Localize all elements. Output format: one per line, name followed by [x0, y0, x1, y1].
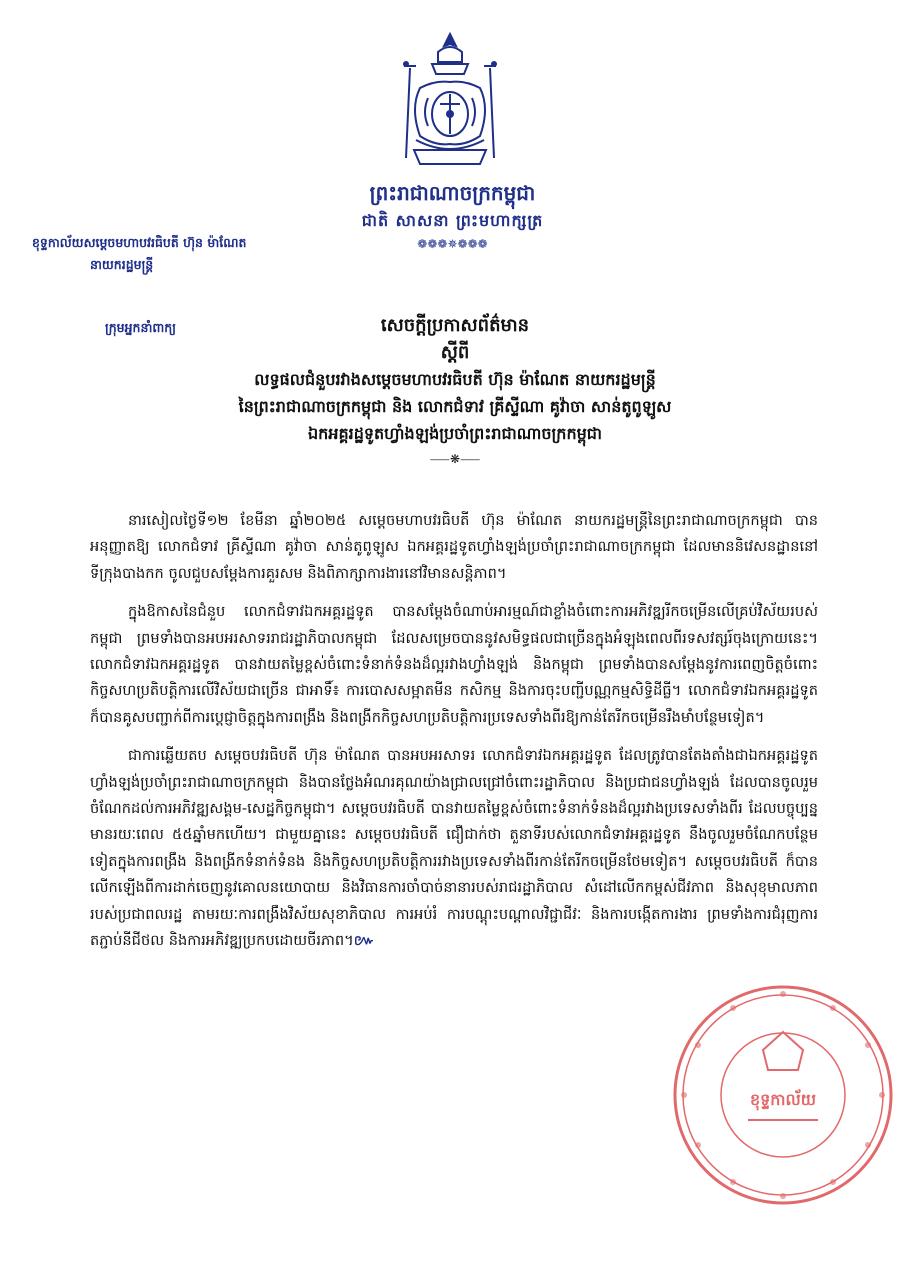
press-release-body	[90, 508, 818, 967]
seal-text: ខុទ្ទកាល័យ	[749, 1090, 817, 1109]
title-regarding: ស្តីពី	[440, 342, 470, 363]
press-release-title	[110, 312, 800, 467]
kingdom-header	[330, 178, 575, 252]
office-header	[32, 232, 362, 276]
title-subject-line-3: ឯកអគ្គរដ្ឋទូតហ្វាំងឡង់ប្រចាំព្រះរាជាណាចក្រកម្ពុជា	[308, 424, 602, 443]
kingdom-name: ព្រះរាជាណាចក្រកម្ពុជា	[369, 181, 536, 205]
office-title: នាយករដ្ឋមន្ត្រី	[90, 257, 154, 272]
body-paragraph-3-text: ជាការឆ្លើយតប សម្តេចបវរធិបតី ហ៊ុន ម៉ាណែត បានអបអរសាទរ លោកជំទាវឯកអគ្គរដ្ឋទូត ដែលត្រូវបានតែងតាំងជាឯកអគ្គរដ្ឋទូតហ្វាំងឡង់ប្រចាំព្រះរាជាណាចក្រកម្ពុជា និងបានថ្លែងអំណរគុណយ៉ាងជ្រាលជ្រៅចំពោះរដ្ឋាភិបាល និងប្រជាជនហ្វាំងឡង់ ដែលបានចូលរួមចំណែកដល់ការអភិវឌ្ឍសង្គម-សេដ្ឋកិច្ចកម្ពុជា។ សម្តេចបវរធិបតី បានវាយតម្លៃខ្ពស់ចំពោះទំនាក់ទំនងដ៏ល្អរវាងប្រទេសទាំងពីរ ដែលបច្ចុប្បន្នមានរយៈពេល ៥៥ឆ្នាំមកហើយ។ ជាមួយគ្នានេះ សម្តេចបវរធិបតី ជឿជាក់ថា តួនាទីរបស់លោកជំទាវអគ្គរដ្ឋទូត នឹងចូលរួមចំណែកបន្ថែមទៀតក្នុងការពង្រឹង និងពង្រីកទំនាក់ទំនង និងកិច្ចសហប្រតិបត្តិការរវាងប្រទេសទាំងពីរកាន់តែរីកចម្រើនថែមទៀត។ សម្តេចបវរធិបតី ក៏បានលើកឡើងពីការដាក់ចេញនូវគោលនយោបាយ និងវិធានការចាំបាច់នានារបស់រាជរដ្ឋាភិបាល សំដៅលើកកម្ពស់ជីវភាព និងសុខុមាលភាពរបស់ប្រជាពលរដ្ឋ តាមរយៈការពង្រឹងវិស័យសុខាភិបាល ការអប់រំ ការបណ្តុះបណ្តាលវិជ្ជាជីវៈ និងការបង្កើតការងារ ព្រមទាំងការជំរុញការតភ្ជាប់នីជីថល និងការអភិវឌ្ឍប្រកបដោយចីរភាព។	[90, 747, 818, 950]
end-mark: ៚	[353, 932, 375, 950]
spokes-unit: ក្រុមអ្នកនាំពាក្យ	[105, 320, 176, 335]
header-ornament: ❁❁❁✵❁❁❁	[417, 237, 488, 251]
title-subject-line-1: លទ្ធផលជំនួបរវាងសម្តេចមហាបវរធិបតី ហ៊ុន ម៉ាណែត នាយករដ្ឋមន្ត្រី	[254, 370, 656, 389]
body-paragraph-1: នារសៀលថ្ងៃទី១២ ខែមីនា ឆ្នាំ២០២៥ សម្តេចមហាបវរធិបតី ហ៊ុន ម៉ាណែត នាយករដ្ឋមន្ត្រីនៃព្រះរាជាណាចក្រកម្ពុជា បានអនុញ្ញាតឱ្យ លោកជំទាវ គ្រីស្ទីណា គូវ៉ាចា សាន់តូពូឡូស ឯកអគ្គរដ្ឋទូតហ្វាំងឡង់ប្រចាំព្រះរាជាណាចក្រកម្ពុជា ដែលមាននិវេសនដ្ឋាននៅទីក្រុងបាងកក ចូលជួបសម្តែងការគួរសម និងពិភាក្សាការងារនៅវិមានសន្តិភាព។	[90, 512, 818, 582]
national-motto: ជាតិ សាសនា ព្រះមហាក្សត្រ	[361, 211, 544, 230]
official-red-seal	[668, 980, 898, 1210]
title-subject-line-2: នៃព្រះរាជាណាចក្រកម្ពុជា និង លោកជំទាវ គ្រីស្ទីណា គូវ៉ាចា សាន់តូពូឡូស	[238, 397, 672, 416]
body-paragraph-2: ក្នុងឱកាសនៃជំនួប លោកជំទាវឯកអគ្គរដ្ឋទូត បានសម្តែងចំណាប់អារម្មណ៍ជាខ្លាំងចំពោះការអភិវឌ្ឍរីកចម្រើនលើគ្រប់វិស័យរបស់កម្ពុជា ព្រមទាំងបានអបអរសាទររាជរដ្ឋាភិបាលកម្ពុជា ដែលសម្រេចបាននូវសមិទ្ធផលជាច្រើនក្នុងអំឡុងពេលពីរទសវត្សរ៍ចុងក្រោយនេះ។ លោកជំទាវឯកអគ្គរដ្ឋទូត បានវាយតម្លៃខ្ពស់ចំពោះទំនាក់ទំនងដ៏ល្អរវាងហ្វាំងឡង់ និងកម្ពុជា ព្រមទាំងបានសម្តែងនូវការពេញចិត្តចំពោះកិច្ចសហប្រតិបត្តិការលើវិស័យជាច្រើន ជាអាទិ៍៖ ការបោសសម្អាតមីន កសិកម្ម និងការចុះបញ្ជីបណ្ណកម្មសិទ្ធិដីធ្លី។ លោកជំទាវឯកអគ្គរដ្ឋទូត ក៏បានគូសបញ្ជាក់ពីការប្តេជ្ញាចិត្តក្នុងការពង្រឹង និងពង្រីកកិច្ចសហប្រតិបត្តិការប្រទេសទាំងពីរឱ្យកាន់តែរីកចម្រើនរឹងមាំបន្ថែមទៀត។	[90, 603, 818, 726]
royal-coat-of-arms-emblem	[380, 28, 520, 178]
title-divider-ornament: ⸺❋⸺	[429, 452, 481, 466]
title-press-release: សេចក្តីប្រកាសព័ត៌មាន	[380, 315, 530, 336]
office-name: ខុទ្ទកាល័យសម្ដេចមហាបវរធិបតី ហ៊ុន ម៉ាណែត	[32, 235, 247, 250]
body-paragraph-3	[90, 743, 818, 954]
